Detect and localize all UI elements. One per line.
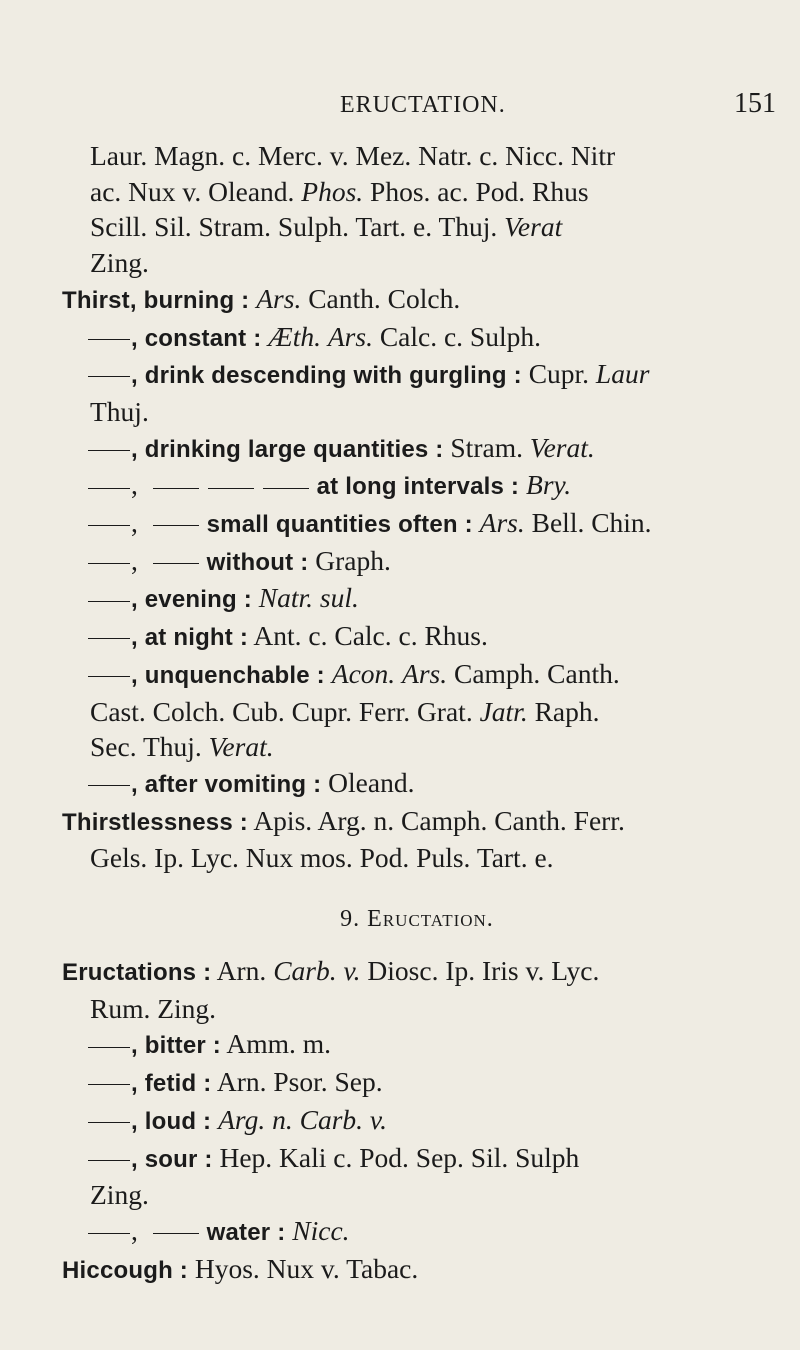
ditto-dash	[88, 1122, 130, 1123]
running-title: ERUCTATION.	[340, 92, 506, 118]
rubric-term: , evening :	[131, 586, 252, 614]
rubric-term: Thirstlessness :	[62, 808, 248, 836]
remedy-text: Hyos. Nux v. Tabac.	[194, 1252, 419, 1284]
remedy-text: Phos.	[301, 175, 364, 207]
rubric-term: small quantities often :	[206, 511, 473, 539]
remedy-text	[395, 658, 402, 689]
remedy-text: Jatr.	[479, 695, 528, 727]
remedy-text: Carb. v.	[273, 955, 361, 987]
remedy-text: Laur. Magn. c. Merc. v. Mez. Natr. c. Nicc. Nitr	[90, 140, 616, 171]
remedy-text: Camph. Canth.	[447, 657, 620, 689]
remedy-text: ac. Nux v. Oleand.	[90, 175, 302, 207]
continuation-line	[62, 394, 772, 430]
sub-rubric-line	[62, 1064, 772, 1102]
remedy-text: Natr. sul.	[258, 582, 359, 614]
remedy-text: Thuj.	[90, 395, 149, 427]
remedy-text: Cupr.	[528, 358, 596, 390]
continuation-line	[62, 245, 772, 281]
sub-rubric-line	[62, 765, 772, 803]
remedy-text: Ars.	[402, 657, 448, 689]
sub-rubric-line	[62, 656, 772, 694]
remedy-text: Apis. Arg. n. Camph. Canth. Ferr.	[253, 804, 625, 836]
ditto-dash	[153, 525, 199, 526]
remedy-text: Laur	[595, 358, 650, 390]
remedy-text: Gels. Ip. Lyc. Nux mos. Pod. Puls. Tart. e.	[90, 842, 554, 874]
ditto-dash	[88, 376, 130, 377]
remedy-text: Zing.	[90, 247, 149, 279]
rubric-line	[62, 1251, 772, 1289]
rubric-term: , at night :	[131, 624, 249, 652]
rubric-term: , unquenchable :	[131, 661, 325, 689]
sub-rubric-line	[62, 430, 772, 468]
sub-rubric-line: , at long intervals : Bry.	[62, 467, 772, 505]
page-header	[0, 88, 800, 132]
sub-rubric-line	[62, 1140, 772, 1178]
remedy-text: Verat	[504, 211, 563, 243]
sub-rubric-line	[62, 1026, 772, 1064]
remedy-text: Sec. Thuj.	[90, 731, 209, 763]
rubric-term: Hiccough :	[62, 1256, 188, 1284]
continuation-line	[62, 729, 772, 765]
rubric-term: water :	[206, 1218, 286, 1246]
ditto-dash	[88, 676, 130, 677]
rubric-term: Thirst, burning :	[62, 286, 250, 314]
remedy-text: Hep. Kali c. Pod. Sep. Sil. Sulph	[219, 1141, 580, 1173]
remedy-text: Canth. Colch.	[301, 282, 461, 314]
remedy-text: Calc. c. Sulph.	[372, 320, 541, 352]
rubric-line	[62, 281, 772, 319]
ditto-dash	[88, 1160, 130, 1161]
continuation-line	[62, 209, 772, 245]
remedy-text: Ars.	[327, 320, 373, 352]
ditto-dash	[153, 563, 199, 564]
remedy-text: Bell. Chin.	[524, 507, 652, 539]
continuation-line	[62, 694, 772, 730]
sub-rubric-line: , water : Nicc.	[62, 1213, 772, 1251]
remedy-text: Scill. Sil. Stram. Sulph. Tart. e. Thuj.	[90, 211, 505, 243]
ditto-dash	[88, 450, 130, 451]
rubric-term: Eructations :	[62, 959, 212, 987]
repertory-text	[62, 138, 772, 1288]
remedy-text: Ant. c. Calc. c. Rhus.	[253, 620, 488, 652]
continuation-line	[62, 991, 772, 1027]
ditto-dash	[153, 1233, 199, 1234]
remedy-text: Verat.	[529, 431, 595, 463]
remedy-text: Diosc. Ip. Iris v. Lyc.	[360, 955, 600, 987]
ditto-dash	[263, 488, 309, 489]
ditto-dash	[208, 488, 254, 489]
remedy-text: Rum. Zing.	[90, 992, 217, 1024]
remedy-text: Zing.	[90, 1179, 149, 1211]
rubric-term: , sour :	[131, 1145, 213, 1173]
ditto-dash	[88, 525, 130, 526]
ditto-dash	[153, 488, 199, 489]
rubric-line	[62, 803, 772, 841]
sub-rubric-line	[62, 1102, 772, 1140]
remedy-text: Phos. ac. Pod. Rhus	[363, 175, 589, 207]
sub-rubric-line	[62, 580, 772, 618]
remedy-text: Nicc.	[292, 1214, 350, 1246]
ditto-dash	[88, 1084, 130, 1085]
rubric-term: , drink descending with gurgling :	[131, 362, 522, 390]
rubric-term: at long intervals :	[316, 473, 520, 501]
remedy-text: Æth.	[268, 320, 321, 352]
remedy-text: Ars.	[256, 282, 302, 314]
remedy-text	[321, 321, 328, 352]
sub-rubric-line: , without : Graph.	[62, 543, 772, 581]
remedy-text: Amm. m.	[226, 1028, 332, 1060]
remedy-text: Cast. Colch. Cub. Cupr. Ferr. Grat.	[90, 695, 480, 727]
remedy-text: Verat.	[208, 731, 274, 763]
sub-rubric-line	[62, 356, 772, 394]
sub-rubric-line: , small quantities often : Ars. Bell. Chin.	[62, 505, 772, 543]
remedy-text: Arn.	[216, 955, 274, 987]
remedy-text: Bry.	[526, 469, 572, 501]
remedy-text: Raph.	[527, 695, 600, 727]
remedy-text: Arg. n. Carb. v.	[218, 1103, 387, 1135]
ditto-dash	[88, 601, 130, 602]
remedy-text: Oleand.	[328, 766, 415, 798]
rubric-term: , bitter :	[131, 1032, 221, 1060]
rubric-term: , constant :	[131, 324, 262, 352]
continuation-line	[62, 174, 772, 210]
ditto-dash	[88, 638, 130, 639]
ditto-dash	[88, 563, 130, 564]
remedy-text: Arn. Psor. Sep.	[216, 1066, 383, 1098]
rubric-line	[62, 953, 772, 991]
continuation-line	[62, 1177, 772, 1213]
ditto-dash	[88, 1047, 130, 1048]
continuation-line	[62, 138, 772, 174]
rubric-term: , fetid :	[131, 1070, 212, 1098]
continuation-line	[62, 840, 772, 876]
rubric-term: , loud :	[131, 1107, 212, 1135]
rubric-term: , after vomiting :	[131, 770, 322, 798]
page-number: 151	[734, 88, 776, 119]
remedy-text: Acon.	[331, 657, 396, 689]
ditto-dash	[88, 785, 130, 786]
remedy-text: Stram.	[450, 431, 530, 463]
sub-rubric-line	[62, 618, 772, 656]
rubric-term: without :	[206, 548, 309, 576]
section-heading: 9. Eructation.	[340, 906, 494, 933]
ditto-dash	[88, 339, 130, 340]
remedy-text: Ars.	[479, 507, 525, 539]
ditto-dash	[88, 488, 130, 489]
remedy-text: Graph.	[315, 544, 391, 576]
rubric-term: , drinking large quantities :	[131, 435, 444, 463]
ditto-dash	[88, 1233, 130, 1234]
sub-rubric-line	[62, 319, 772, 357]
